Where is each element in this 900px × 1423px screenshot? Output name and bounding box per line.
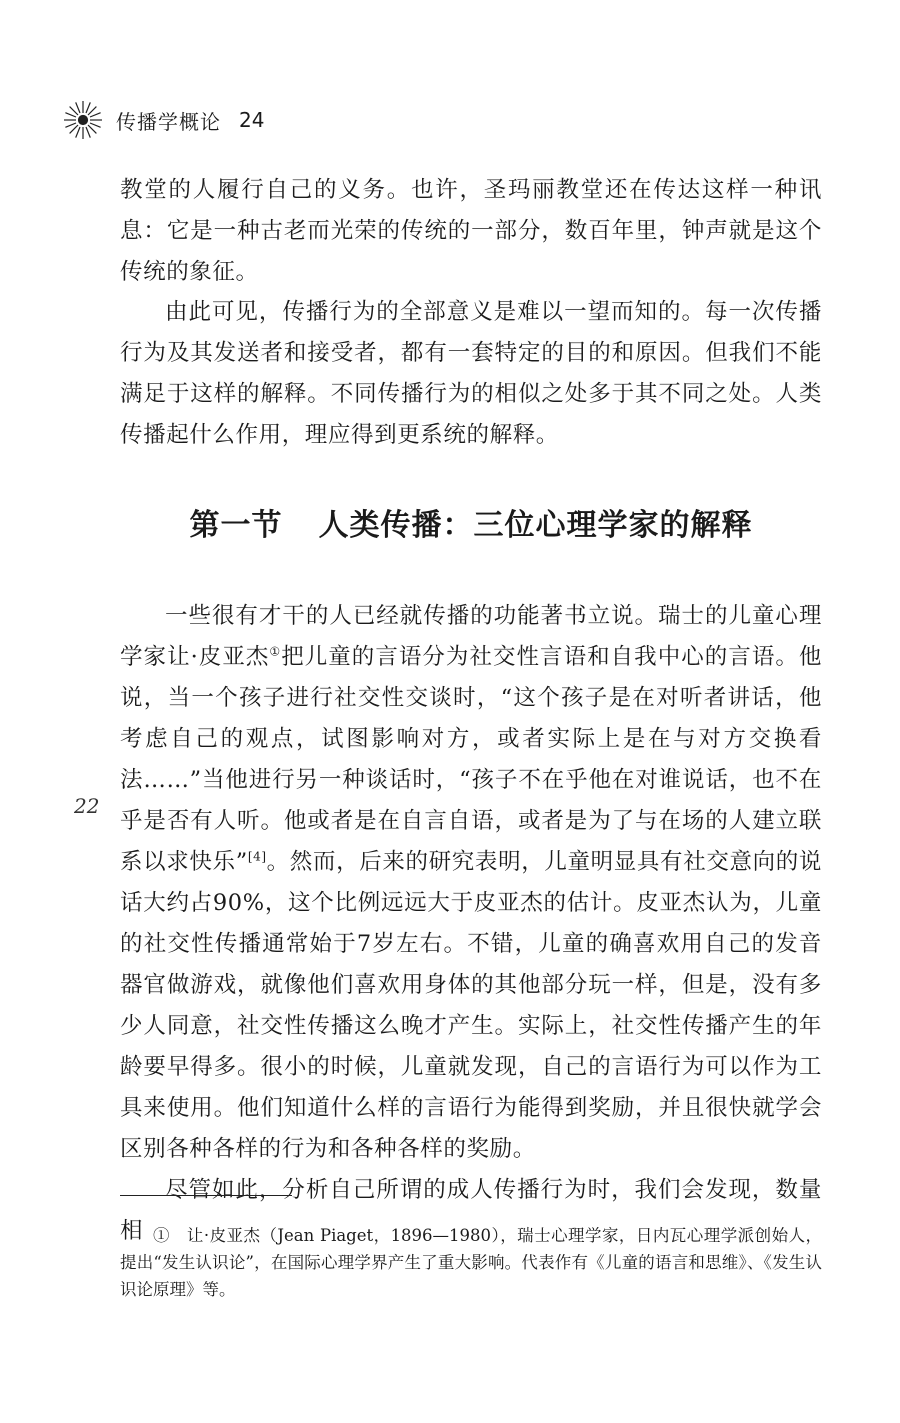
section-title: 人类传播：三位心理学家的解释: [318, 508, 753, 543]
original-page-number: 22: [74, 794, 100, 818]
paragraph-block: [120, 292, 822, 456]
footnote-text: ① 让·皮亚杰（Jean Piaget，1896—1980），瑞士心理学家，日内瓦心理学派创始人，提出“发生认识论”，在国际心理学界产生了重大影响。代表作有《儿童的语言和思维》、《发生认识论原理》等。: [120, 1226, 822, 1299]
section-body: [120, 596, 822, 1252]
sunburst-ornament-icon: [62, 99, 104, 141]
paragraph-3-part-c: 。然而，后来的研究表明，儿童明显具有社交意向的说话大约占90%，这个比例远远大于皮亚杰的估计。皮亚杰认为，儿童的社交性传播通常始于7岁左右。不错，儿童的确喜欢用自己的发音器官做游戏，就像他们喜欢用身体的其他部分玩一样，但是，没有多少人同意，社交性传播这么晚才产生。实际上，社交性传播产生的年龄要早得多。很小的时候，儿童就发现，自己的言语行为可以作为工具来使用。他们知道什么样的言语行为能得到奖励，并且很快就学会区别各种各样的行为和各种各样的奖励。: [120, 849, 822, 1162]
paragraph-2: 由此可见，传播行为的全部意义是难以一望而知的。每一次传播行为及其发送者和接受者，都有一套特定的目的和原因。但我们不能满足于这样的解释。不同传播行为的相似之处多于其不同之处。人类传播起什么作用，理应得到更系统的解释。: [120, 299, 822, 448]
paragraph-1: 教堂的人履行自己的义务。也许，圣玛丽教堂还在传达这样一种讯息：它是一种古老而光荣的传统的一部分，数百年里，钟声就是这个传统的象征。: [120, 177, 822, 285]
footnote-divider: [120, 1195, 292, 1196]
citation-reference: [4]: [247, 849, 267, 864]
page-number: 24: [239, 108, 265, 132]
paragraph-4: 尽管如此，分析自己所谓的成人传播行为时，我们会发现，数量相: [120, 1177, 822, 1244]
footnote-mark: ①: [269, 644, 282, 659]
footnote: [120, 1222, 822, 1303]
paragraph-3-part-a: 一些很有才干的人已经就传播的功能著书立说。瑞士的儿童心理学家让·皮亚杰: [120, 603, 822, 670]
section-heading: [120, 500, 822, 544]
paragraph-3: [120, 596, 822, 1170]
book-title: 传播学概论: [116, 109, 221, 134]
paragraph-3-part-b: 把儿童的言语分为社交性言语和自我中心的言语。他说，当一个孩子进行社交性交谈时，“这个孩子是在对听者讲话，他考虑自己的观点，试图影响对方，或者实际上是在与对方交换看法……”当他进行另一种谈话时，“孩子不在乎他在对谁说话，也不在乎是否有人听。他或者是在自言自语，或者是为了与在场的人建立联系以求快乐”: [120, 644, 822, 875]
section-number: 第一节: [189, 508, 283, 543]
paragraph-continued: [120, 170, 822, 293]
running-head: [62, 100, 264, 140]
